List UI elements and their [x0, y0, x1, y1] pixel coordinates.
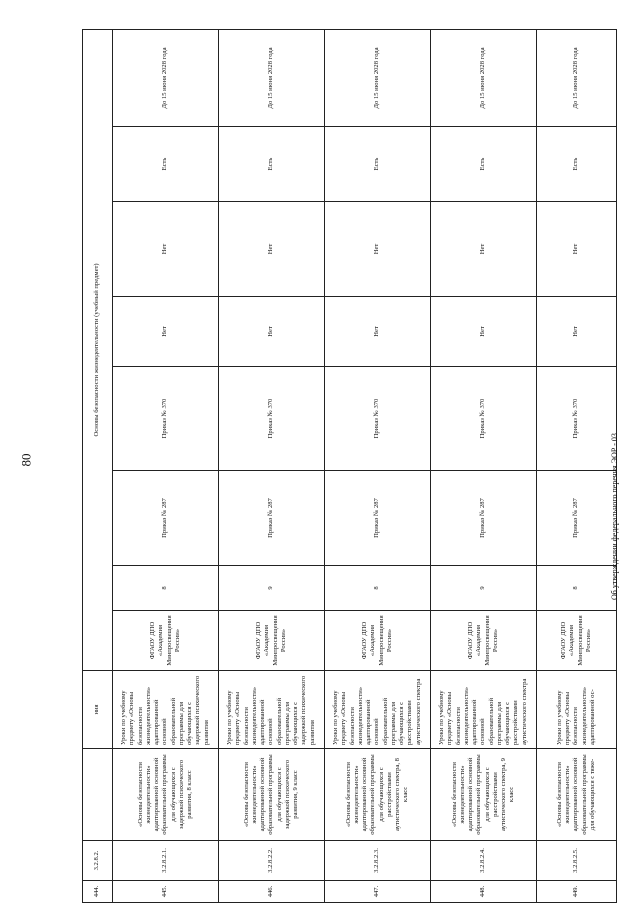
- order-1: Приказ № 287: [325, 471, 431, 566]
- cell-num: 444.: [83, 881, 113, 903]
- row-number: 448.: [431, 881, 537, 903]
- order-1: Приказ № 287: [431, 471, 537, 566]
- page-number: 80: [18, 453, 34, 467]
- value-2: Нет: [431, 202, 537, 297]
- value-1: Нет: [219, 297, 325, 367]
- row-number: 445.: [113, 881, 219, 903]
- value-1: Нет: [325, 297, 431, 367]
- eor-description: Уроки по учебному предмету «Основы безопасности жизнедеятельности» адаптированной основной образовательной программы для обучающихся с расстройствами аутистического спектра: [431, 671, 537, 749]
- row-number: 446.: [219, 881, 325, 903]
- order-1: Приказ № 287: [219, 471, 325, 566]
- row-code: 3.2.8.2.2.: [219, 841, 325, 881]
- row-number: 449.: [537, 881, 617, 903]
- cell-code: 3.2.8.2.: [83, 841, 113, 881]
- order-1: Приказ № 287: [113, 471, 219, 566]
- value-3: Есть: [431, 127, 537, 202]
- eor-description: Уроки по учебному предмету «Основы безопасности жизнедеятельности» адаптированной основной образовательной программы для обучающихся с задержкой психического развития: [113, 671, 219, 749]
- value-3: Есть: [537, 127, 617, 202]
- eor-name: «Основы безопасности жизнедеятельности» адаптированной основной образовательной программы для обучающихся с задержкой психического развития, 9 класс: [219, 749, 325, 841]
- eor-name: «Основы безопасности жизнедеятельности» адаптированной основной образовательной программы для обучающихся с расстройствами аутистического спектра, 8 класс: [325, 749, 431, 841]
- eor-name: «Основы безопасности жизнедеятельности» адаптированной основной образовательной программы для обучающихся с тяже-: [537, 749, 617, 841]
- order-2: Приказ № 370: [113, 367, 219, 471]
- row-code: 3.2.8.2.1.: [113, 841, 219, 881]
- row-code: 3.2.8.2.3.: [325, 841, 431, 881]
- footer-text: Об утверждении федерального перечня ЭОР - 03: [610, 433, 619, 600]
- organization: ФГАОУ ДПО «Академия Минпросвещения России»: [219, 611, 325, 671]
- eor-description: Уроки по учебному предмету «Основы безопасности жизнедеятельности» адаптированной основной образовательной программы для обучающихся с расстройствами аутистического спектра: [325, 671, 431, 749]
- table-row: [219, 29, 325, 902]
- order-2: Приказ № 370: [325, 367, 431, 471]
- grade: 9: [219, 566, 325, 611]
- value-3: Есть: [113, 127, 219, 202]
- order-1: Приказ № 287: [537, 471, 617, 566]
- organization: ФГАОУ ДПО «Академия Минпросвещения России»: [431, 611, 537, 671]
- deadline: До 15 июня 2028 года: [219, 29, 325, 126]
- deadline: До 15 июня 2028 года: [325, 29, 431, 126]
- value-3: Есть: [219, 127, 325, 202]
- eor-table: [82, 29, 617, 903]
- grade: 8: [325, 566, 431, 611]
- value-2: Нет: [219, 202, 325, 297]
- table-header-row: [83, 29, 113, 902]
- organization: ФГАОУ ДПО «Академия Минпросвещения России»: [113, 611, 219, 671]
- value-3: Есть: [325, 127, 431, 202]
- row-code: 3.2.8.2.5.: [537, 841, 617, 881]
- value-2: Нет: [325, 202, 431, 297]
- eor-description: Уроки по учебному предмету «Основы безопасности жизнедеятельности» адаптированной ос-: [537, 671, 617, 749]
- table-row: [325, 29, 431, 902]
- grade: 8: [113, 566, 219, 611]
- eor-description: Уроки по учебному предмету «Основы безопасности жизнедеятельности» адаптированной основной образовательной программы для обучающихся с задержкой психического развития: [219, 671, 325, 749]
- grade: 8: [537, 566, 617, 611]
- row-code: 3.2.8.2.4.: [431, 841, 537, 881]
- order-2: Приказ № 370: [219, 367, 325, 471]
- deadline: До 15 июня 2028 года: [113, 29, 219, 126]
- row-number: 447.: [325, 881, 431, 903]
- deadline: До 15 июня 2028 года: [537, 29, 617, 126]
- eor-name: «Основы безопасности жизнедеятельности» адаптированной основной образовательной программы для обучающихся с задержкой психического развития, 8 класс: [113, 749, 219, 841]
- cell-fragment: ния: [83, 671, 113, 749]
- rotated-table-container: [82, 30, 640, 903]
- table-row: [537, 29, 617, 902]
- section-title: Основы безопасности жизнедеятельности (учебный предмет): [83, 29, 113, 670]
- organization: ФГАОУ ДПО «Академия Минпросвещения России»: [325, 611, 431, 671]
- value-2: Нет: [537, 202, 617, 297]
- value-2: Нет: [113, 202, 219, 297]
- table-row: [113, 29, 219, 902]
- grade: 9: [431, 566, 537, 611]
- value-1: Нет: [537, 297, 617, 367]
- value-1: Нет: [431, 297, 537, 367]
- value-1: Нет: [113, 297, 219, 367]
- deadline: До 15 июня 2028 года: [431, 29, 537, 126]
- table-row: [431, 29, 537, 902]
- order-2: Приказ № 370: [537, 367, 617, 471]
- order-2: Приказ № 370: [431, 367, 537, 471]
- organization: ФГАОУ ДПО «Академия Минпросвещения России»: [537, 611, 617, 671]
- eor-name: «Основы безопасности жизнедеятельности» адаптированной основной образовательной программы для обучающихся с расстройствами аутистического спектра, 9 класс: [431, 749, 537, 841]
